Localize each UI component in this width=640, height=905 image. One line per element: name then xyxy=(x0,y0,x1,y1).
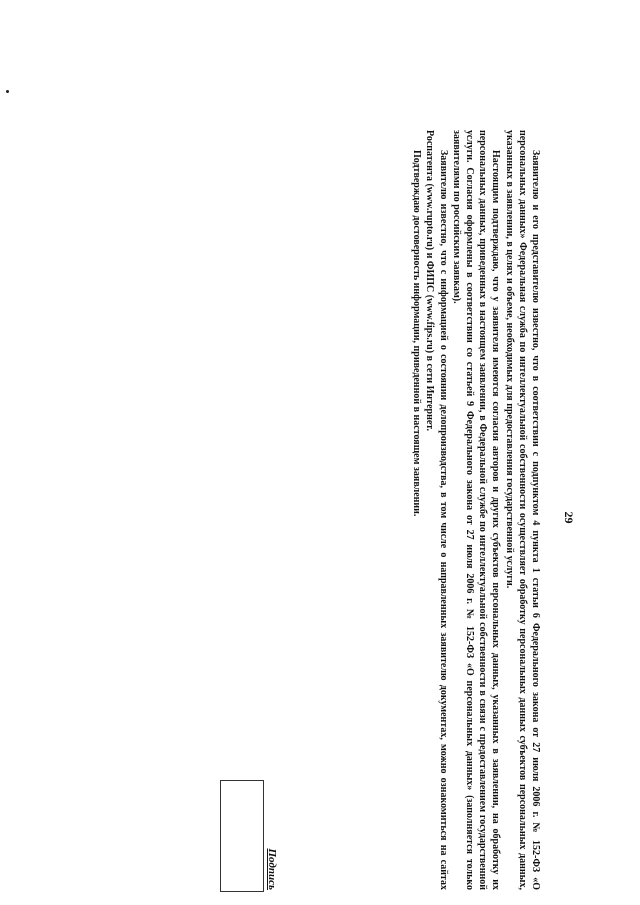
paragraph-attestation: Подтверждаю достоверность информации, приведенной в настоящем заявлении. xyxy=(411,150,423,517)
signature-label: Подпись xyxy=(266,848,278,890)
paragraph-consent-notice: Заявителю и его представителю известно, что в соответствии с подпунктом 4 пункта 1 статьи 6 Федерального закона от 27 июля 2006 г. № 152-ФЗ «О персональных данных» Федеральная служба по интеллектуальной собственности осуществляет обработку персональных данных субъектов персональных данных, указанных в заявлении, в целях и объеме, необходимых для предоставления государственной услуги. xyxy=(503,130,541,890)
body-text xyxy=(410,130,542,890)
rotated-page xyxy=(116,130,576,905)
scan-mark xyxy=(6,90,9,93)
signature-box[interactable] xyxy=(220,780,264,892)
paragraph-confirmation: Настоящим подтверждаю, что у заявителя имеются согласия авторов и других субъектов персональных данных, указанных в заявлении, на обработку их персональных данных, приведенных в настоящем заявлении, в Федеральной службе по интеллектуальной собственности в связи с предоставлением государственной услуги. Согласия оформлены в соответствии со статьей 9 Федерального закона от 27 июля 2006 г. № 152-ФЗ «О персональных данных» (заполняется только заявителями по российским заявкам). xyxy=(450,130,502,890)
paragraph-info-notice: Заявителю известно, что с информацией о состоянии делопроизводства, в том числе о направленных заявителю документах, можно ознакомиться на сайтах Роспатента (www.rupto.ru) и ФИПС (www.fips.ru) в сети Интернет. xyxy=(424,130,449,890)
page-number: 29 xyxy=(562,511,576,524)
